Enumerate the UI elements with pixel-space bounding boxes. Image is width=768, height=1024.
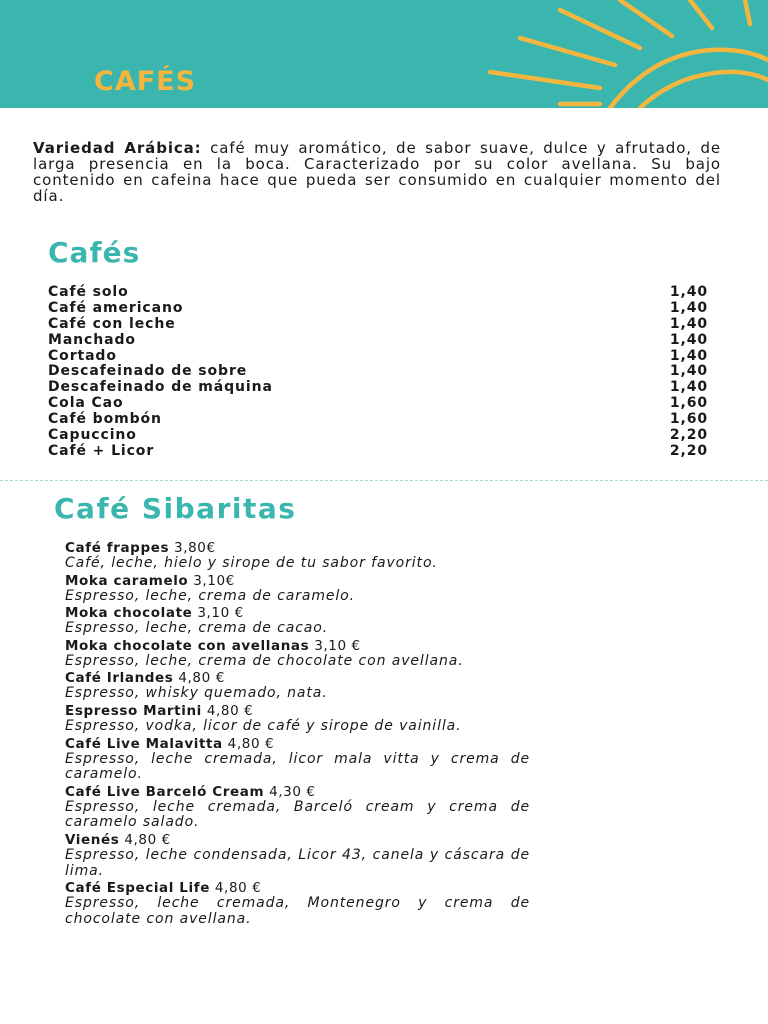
list-item xyxy=(48,364,708,380)
item-name: Café bombón xyxy=(48,411,162,428)
list-item xyxy=(48,349,708,365)
list-item xyxy=(65,638,530,670)
item-name: Cortado xyxy=(48,347,117,364)
item-name: Café Live Malavitta xyxy=(65,735,223,752)
item-name: Café Irlandes xyxy=(65,670,174,687)
item-price: 1,40 xyxy=(669,315,708,332)
item-name: Vienés xyxy=(65,831,120,848)
item-price: 1,60 xyxy=(669,395,708,412)
list-item xyxy=(48,285,708,301)
dashed-divider xyxy=(0,480,768,481)
item-name: Moka caramelo xyxy=(65,572,189,589)
item-description: Espresso, leche, crema de cacao. xyxy=(65,620,329,637)
item-heading xyxy=(65,540,530,556)
item-description: Espresso, vodka, licor de café y sirope de vainilla. xyxy=(65,717,462,734)
list-item xyxy=(48,301,708,317)
list-item xyxy=(65,832,530,879)
list-item xyxy=(48,333,708,349)
intro-text xyxy=(33,140,721,204)
item-price: 2,20 xyxy=(669,427,708,444)
list-item xyxy=(65,736,530,783)
item-name: Manchado xyxy=(48,331,136,348)
item-description: Café, leche, hielo y sirope de tu sabor favorito. xyxy=(65,555,438,571)
header-banner xyxy=(0,0,768,108)
item-price: 4,80 € xyxy=(206,702,254,719)
item-name: Capuccino xyxy=(48,427,137,444)
item-heading xyxy=(65,605,530,621)
item-heading xyxy=(65,880,530,896)
list-item xyxy=(65,880,530,927)
item-price: 1,40 xyxy=(669,347,708,364)
item-name: Café americano xyxy=(48,299,184,316)
list-item xyxy=(65,784,530,831)
item-heading xyxy=(65,784,530,800)
item-name: Moka chocolate con avellanas xyxy=(65,637,310,654)
list-item xyxy=(48,317,708,333)
item-name: Café + Licor xyxy=(48,442,155,459)
item-description: Espresso, leche cremada, licor mala vitta y crema de caramelo. xyxy=(65,750,530,783)
list-item xyxy=(48,380,708,396)
list-item xyxy=(65,605,530,637)
item-name: Descafeinado de sobre xyxy=(48,363,248,380)
item-heading xyxy=(65,573,530,589)
item-description: Espresso, leche condensada, Licor 43, canela y cáscara de lima. xyxy=(65,846,530,879)
item-price: 3,10 € xyxy=(314,637,361,654)
item-description: Espresso, leche, crema de chocolate con avellana. xyxy=(65,652,464,669)
list-item xyxy=(48,396,708,412)
item-name: Café Live Barceló Cream xyxy=(65,783,265,800)
intro-bold: Variedad Arábica: xyxy=(33,139,202,157)
item-heading xyxy=(65,703,530,719)
list-item xyxy=(65,703,530,735)
item-name: Café frappes xyxy=(65,540,170,556)
item-name: Espresso Martini xyxy=(65,702,202,719)
item-price: 3,80€ xyxy=(174,540,216,556)
item-price: 2,20 xyxy=(669,442,708,459)
intro-body: café muy aromático, de sabor suave, dulce y afrutado, de larga presencia en la boca. Caracterizado por su color avellana. Su bajo contenido en cafeina hace que pueda ser consumido en cualquier momento del día. xyxy=(33,139,722,205)
item-price: 4,80 € xyxy=(178,670,225,687)
item-heading xyxy=(65,670,530,686)
item-price: 4,30 € xyxy=(269,783,316,800)
item-description: Espresso, leche, crema de caramelo. xyxy=(65,587,355,604)
item-name: Descafeinado de máquina xyxy=(48,379,273,396)
item-name: Café solo xyxy=(48,284,129,300)
list-item xyxy=(48,428,708,444)
item-heading xyxy=(65,736,530,752)
list-item xyxy=(65,573,530,605)
item-price: 1,40 xyxy=(669,284,708,300)
header-title: CAFÉS xyxy=(94,66,197,97)
item-price: 4,80 € xyxy=(124,831,171,848)
item-description: Espresso, whisky quemado, nata. xyxy=(65,685,328,702)
item-price: 4,80 € xyxy=(227,735,275,752)
item-price: 1,60 xyxy=(669,411,708,428)
sibaritas-list xyxy=(65,540,530,928)
item-price: 1,40 xyxy=(669,331,708,348)
list-item xyxy=(65,540,530,572)
item-description: Espresso, leche cremada, Montenegro y crema de chocolate con avellana. xyxy=(65,895,530,927)
section-title-sibaritas: Café Sibaritas xyxy=(54,492,297,525)
item-price: 1,40 xyxy=(669,299,708,316)
list-item xyxy=(48,412,708,428)
item-price: 1,40 xyxy=(669,379,708,396)
item-name: Cola Cao xyxy=(48,395,124,412)
item-description: Espresso, leche cremada, Barceló cream y crema de caramelo salado. xyxy=(65,798,530,831)
item-price: 3,10 € xyxy=(197,605,244,622)
item-price: 4,80 € xyxy=(214,880,262,897)
item-price: 1,40 xyxy=(669,363,708,380)
item-name: Café Especial Life xyxy=(65,880,210,897)
cafes-price-list xyxy=(48,285,708,460)
item-price: 3,10€ xyxy=(193,572,235,589)
section-title-cafes: Cafés xyxy=(48,236,141,269)
item-name: Moka chocolate xyxy=(65,605,193,622)
list-item xyxy=(48,444,708,460)
item-name: Café con leche xyxy=(48,315,176,332)
list-item xyxy=(65,670,530,702)
item-heading xyxy=(65,638,530,654)
item-heading xyxy=(65,832,530,848)
